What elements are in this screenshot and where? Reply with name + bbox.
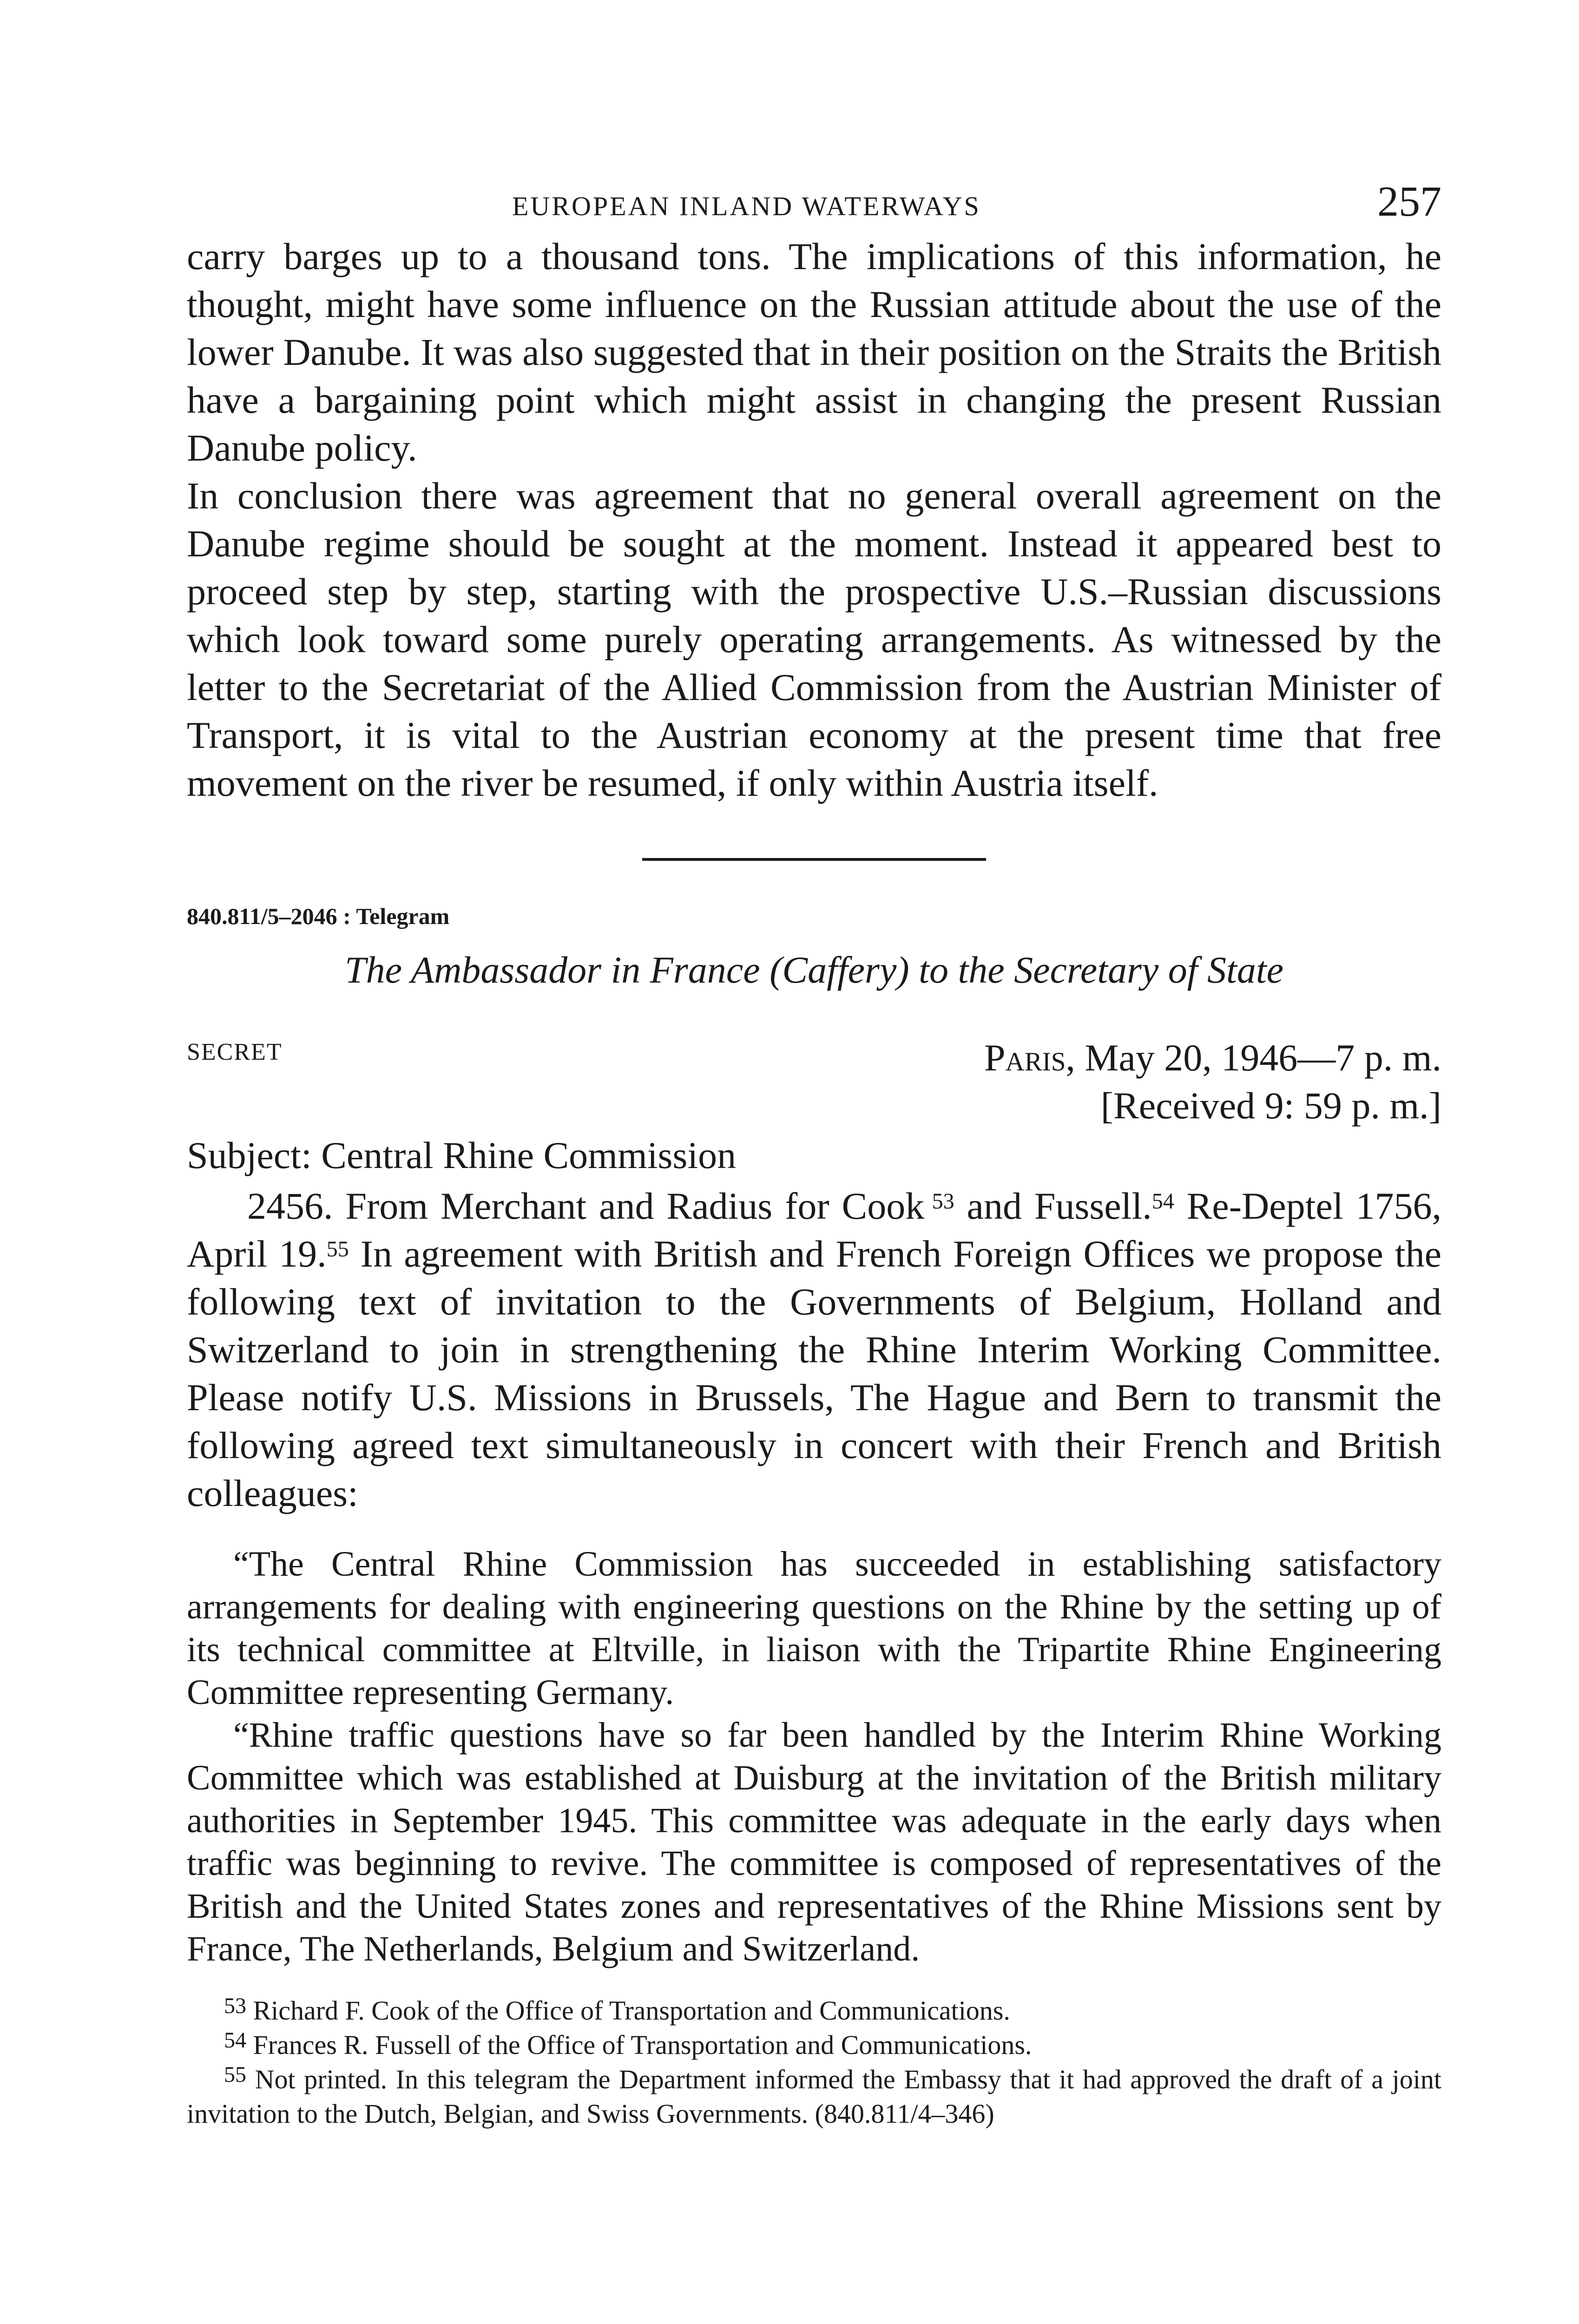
place: Paris, — [984, 1037, 1075, 1079]
body-mid-1: and Fussell. — [954, 1185, 1152, 1227]
subject-line: Subject: Central Rhine Commission — [187, 1134, 737, 1176]
footnote-54 — [187, 2028, 1441, 2062]
telegram-metadata — [187, 1034, 1441, 1134]
footnote-text: Frances R. Fussell of the Office of Transportation and Communications. — [246, 2030, 1032, 2060]
document-title: The Ambassador in France (Caffery) to the Secretary of State — [344, 949, 1284, 991]
body-end: In agreement with British and French Foreign Offices we propose the following text of invitation to the Governments of Belgium, Holland and Switzerland to join in strengthening the Rhine Interim Working Committee. Please notify U.S. Missions in Brussels, The Hague and Bern to transmit the following agreed text simultaneously in concert with their French and British colleagues: — [187, 1233, 1441, 1514]
received-time: [Received 9: 59 p. m.] — [1100, 1084, 1441, 1127]
file-reference: 840.811/5–2046 : Telegram — [187, 903, 450, 929]
footnotes — [187, 1994, 1441, 2131]
place-date-block — [984, 1034, 1441, 1129]
quoted-paragraph-2: “Rhine traffic questions have so far been handled by the Interim Rhine Working Committee which was established at Duisburg at the invitation of the British military authorities in September 1945. This committee was adequate in the early days when traffic was beginning to revive. The committee is composed of representatives of the British and the United States zones and representatives of the Rhine Missions sent by France, The Netherlands, Belgium and Switzerland. — [187, 1716, 1441, 1968]
footnote-ref-53: 53 — [932, 1189, 954, 1214]
document-page — [187, 177, 1441, 2131]
footnote-55 — [187, 2062, 1441, 2131]
body-start: 2456. From Merchant and Radius for Cook — [247, 1185, 925, 1227]
footnote-53 — [187, 1994, 1441, 2028]
page-header — [187, 177, 1441, 232]
footnote-ref-55: 55 — [326, 1237, 349, 1261]
running-head: EUROPEAN INLAND WATERWAYS — [512, 191, 981, 221]
footnote-text: Not printed. In this telegram the Department informed the Embassy that it had approved the draft of a joint invitation to the Dutch, Belgian, and Swiss Governments. (840.811/4–346) — [187, 2064, 1441, 2129]
date: May 20, 1946—7 p. m. — [1085, 1037, 1441, 1079]
classification-label: SECRET — [187, 1039, 283, 1065]
body-mid-2: Re-Deptel 1756, April 19. — [187, 1185, 1441, 1275]
footnote-text: Richard F. Cook of the Office of Transportation and Communications. — [246, 1995, 1010, 2026]
page-number: 257 — [1377, 178, 1441, 225]
conclusion-paragraph: In conclusion there was agreement that no general overall agreement on the Danube regime should be sought at the moment. Instead it appeared best to proceed step by step, starting with the prospective U.S.–Russian discussions which look toward some purely operating arrangements. As witnessed by the letter to the Secretariat of the Allied Commission from the Austrian Minister of Transport, it is vital to the Austrian economy at the present time that free movement on the river be resumed, if only within Austria itself. — [187, 475, 1441, 804]
footnote-marker: 54 — [224, 2028, 246, 2053]
footnote-marker: 55 — [224, 2062, 246, 2087]
dateline — [984, 1034, 1441, 1082]
section-divider — [642, 858, 986, 861]
quoted-paragraph-1: “The Central Rhine Commission has succeeded in establishing satisfactory arrangements for dealing with engineering questions on the Rhine by the setting up of its technical committee at Eltville, in liaison with the Tripartite Rhine Engineering Committee representing Germany. — [187, 1545, 1441, 1712]
continued-paragraph: carry barges up to a thousand tons. The implications of this information, he thought, might have some influence on the Russian attitude about the use of the lower Danube. It was also suggested that in their position on the Straits the British have a bargaining point which might assist in changing the present Russian Danube policy. — [187, 235, 1441, 469]
footnote-marker: 53 — [224, 1994, 246, 2018]
footnote-ref-54: 54 — [1151, 1189, 1174, 1214]
telegram-body — [187, 1182, 1441, 1517]
